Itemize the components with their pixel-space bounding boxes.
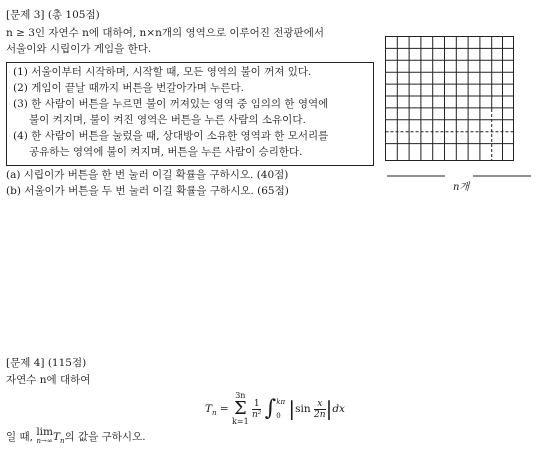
- rules-box: [6, 62, 374, 166]
- formula-lhs-sub: n: [212, 409, 217, 418]
- problem3-intro-line1: n ≥ 3인 자연수 n에 대하여, n×n개의 영역으로 이루어진 전광판에서: [6, 27, 324, 39]
- rule-3: (3) 한 사람이 버튼을 누르면 불이 꺼져있는 영역 중 임의의 한 영역에: [13, 98, 329, 110]
- limit-expression: [36, 428, 53, 446]
- problem4-intro: 자연수 n에 대하여: [6, 374, 91, 386]
- integral-limits: [276, 395, 285, 423]
- integral-symbol: ∫: [264, 396, 277, 422]
- rule-2: (2) 게임이 끝날 때까지 버튼을 번갈아가며 누른다.: [13, 82, 244, 94]
- sum-upper: 3n: [235, 391, 246, 400]
- frac-numerator: 1: [253, 398, 260, 409]
- abs-bar-left: |: [288, 396, 296, 421]
- rule-4-cont: 공유하는 영역에 불이 켜지며, 버튼을 누른 사람이 승리한다.: [29, 146, 303, 158]
- fraction-1-over-n2: [252, 399, 261, 420]
- board-grid: [386, 37, 514, 161]
- sin-function: sin: [295, 403, 311, 415]
- question-a: (a) 시립이가 버튼을 한 번 눌러 이길 확률을 구하시오. (40점): [6, 169, 289, 181]
- problem4-closing: [6, 428, 146, 446]
- closing-T-sub: n: [60, 437, 65, 446]
- problem3-intro-line2: 서울이와 시립이가 게임을 한다.: [6, 43, 152, 55]
- abs-bar-right: |: [325, 396, 333, 421]
- formula-dx: dx: [332, 403, 345, 415]
- sigma-symbol: Σ: [233, 398, 247, 419]
- grid-label: n개: [453, 182, 470, 193]
- rule-3-cont: 불이 켜지며, 불이 켜진 영역은 버튼을 누른 사람의 소유이다.: [29, 114, 306, 126]
- sin-numerator: x: [314, 399, 326, 410]
- lim-subscript: n→∞: [36, 437, 53, 445]
- closing-pre: 일 때,: [6, 431, 33, 443]
- closing-T: T: [53, 431, 61, 443]
- rule-4: (4) 한 사람이 버튼을 눌렀을 때, 상대방이 소유한 영역과 한 모서리를: [13, 130, 329, 142]
- question-b: (b) 서울이가 버튼을 두 번 눌러 이길 확률을 구하시오. (65점): [6, 185, 289, 197]
- formula-lhs: T: [205, 403, 213, 415]
- formula-T-n: [205, 392, 345, 428]
- board-grid-figure: [385, 36, 535, 196]
- int-upper: kπ: [276, 398, 286, 406]
- lim-word: lim: [36, 426, 53, 438]
- closing-end: 의 값을 구하시오.: [64, 431, 146, 443]
- sin-denominator: 2n: [314, 409, 326, 420]
- rule-1: (1) 서울이부터 시작하며, 시작할 때, 모든 영역의 불이 꺼져 있다.: [13, 66, 312, 78]
- formula-equals: =: [219, 403, 229, 415]
- sum-lower: k=1: [232, 417, 249, 426]
- problem4-header: [문제 4] (115점): [6, 357, 87, 369]
- int-lower: 0: [276, 412, 281, 420]
- problem3-header: [문제 3] (총 105점): [6, 9, 100, 21]
- fraction-x-over-2n: [314, 399, 326, 420]
- frac-denominator: n²: [252, 409, 262, 420]
- summation: [232, 392, 249, 426]
